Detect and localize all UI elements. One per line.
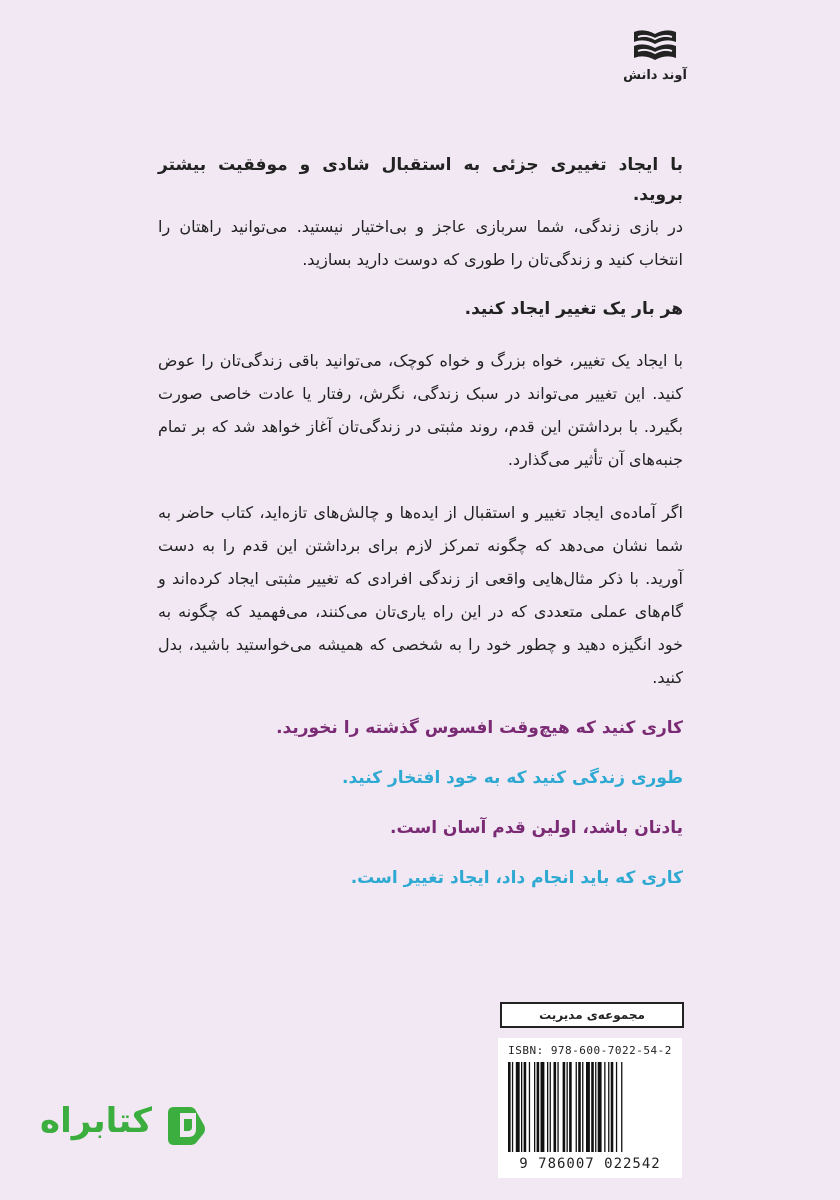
- section-heading: هر بار یک تغییر ایجاد کنید.: [464, 299, 683, 319]
- ketabrah-watermark: [40, 1095, 220, 1155]
- quote-2: طوری زندگی کنید که به خود افتخار کنید.: [341, 768, 683, 788]
- intro-lead: با ایجاد تغییری جزئی به استقبال شادی و موفقیت بیشتر بروید.: [158, 155, 683, 205]
- paragraph-2: اگر آماده‌ی ایجاد تغییر و استقبال از ایده‌ها و چالش‌های تازه‌اید، کتاب حاضر به شما نشان می‌دهد که چگونه تمرکز لازم برای برداشتن این قدم را به دست آورید. با ذکر مثال‌هایی واقعی از زندگی افرادی که تغییر مثبتی ایجاد کرده‌اند و گام‌های عملی متعددی که در این راه یاری‌تان می‌کنند، می‌فهمید که چگونه به خود انگیزه دهید و چطور خود را به شخصی که همیشه می‌خواستید باشید، بدل کنید.: [158, 503, 683, 687]
- intro-text: در بازی زندگی، شما سربازی عاجز و بی‌اختیار نیستید. می‌توانید راهتان را انتخاب کنید و زندگی‌تان را طوری که دوست دارید بسازید.: [158, 217, 683, 269]
- publisher-logo: [620, 28, 690, 83]
- isbn-label: ISBN: 978-600-7022-54-2: [508, 1044, 672, 1057]
- back-cover-text: [158, 150, 683, 914]
- quote-3: یادتان باشد، اولین قدم آسان است.: [390, 818, 683, 838]
- barcode-digits: 9 786007 022542: [519, 1156, 661, 1172]
- quote-1: کاری کنید که هیچ‌وقت افسوس گذشته را نخورید.: [276, 718, 683, 738]
- quote-4: کاری که باید انجام داد، ایجاد تغییر است.: [350, 868, 683, 888]
- paragraph-1: با ایجاد یک تغییر، خواه بزرگ و خواه کوچک، می‌توانید باقی زندگی‌تان را عوض کنید. این تغییر می‌تواند در سبک زندگی، نگرش، رفتار یا عادت خاصی صورت بگیرد. با برداشتن این قدم، روند مثبتی در زندگی‌تان آغاز خواهد شد که بر تمام جنبه‌های آن تأثیر می‌گذارد.: [158, 351, 683, 469]
- book-logo-icon: [632, 28, 678, 62]
- ketabrah-name: کتابراه: [40, 1101, 153, 1141]
- isbn-barcode: [498, 1038, 682, 1178]
- publisher-name: آوند دانش: [623, 68, 687, 83]
- series-label: مجموعه‌ی مدیریت: [500, 1002, 684, 1028]
- ketabrah-logo-icon: [160, 1099, 212, 1151]
- barcode-bars: [506, 1062, 674, 1154]
